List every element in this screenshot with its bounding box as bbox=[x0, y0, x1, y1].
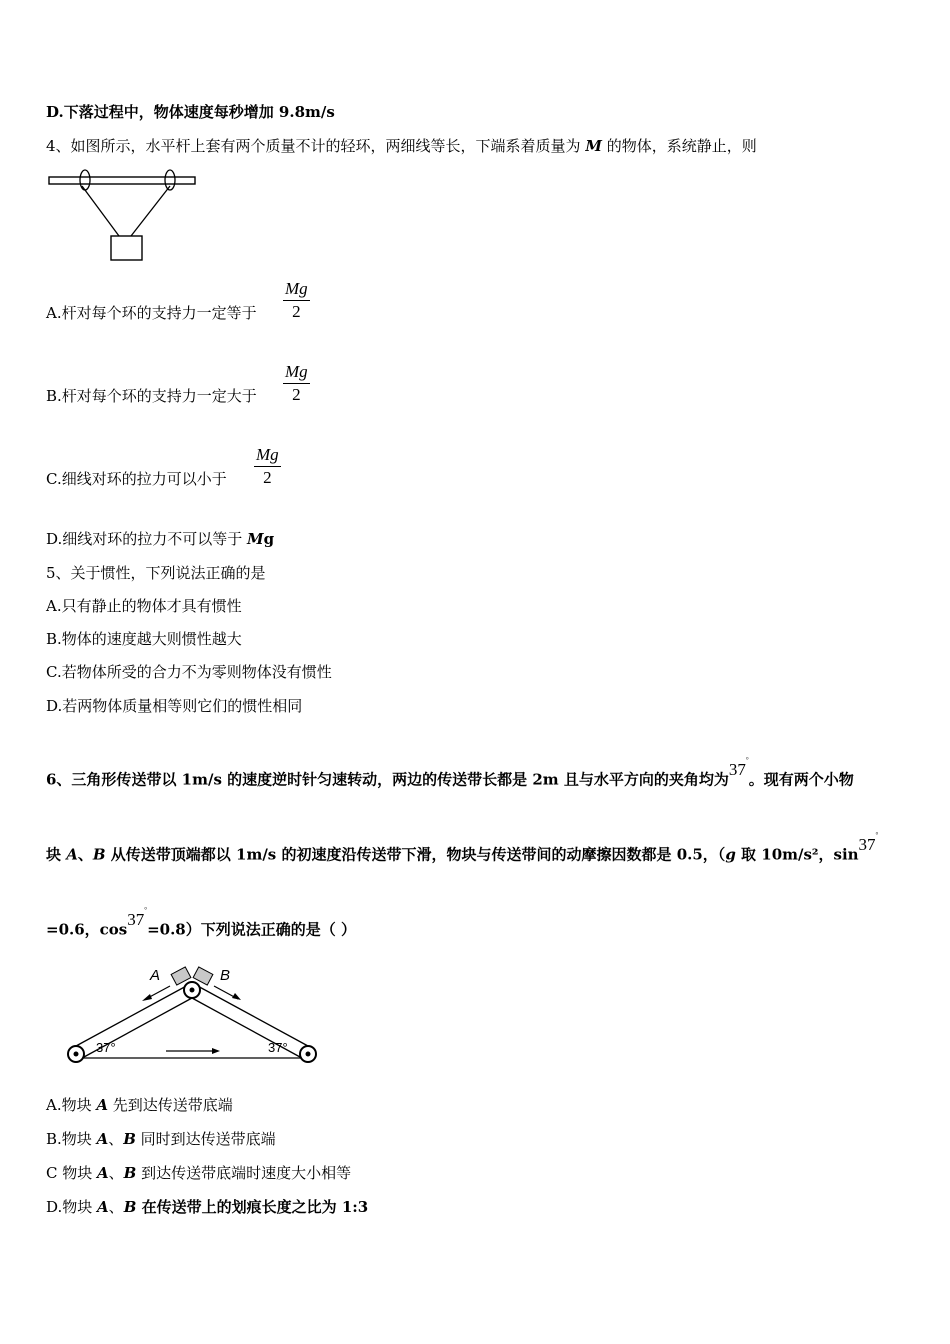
right-belt-upper bbox=[194, 984, 308, 1046]
q6b-sep: 、 bbox=[108, 1130, 124, 1148]
fraction-denominator: 2 bbox=[292, 302, 301, 321]
q6-line2-g: g bbox=[725, 845, 736, 864]
q6d-a: A bbox=[97, 1198, 109, 1216]
q6c-pre: C 物块 bbox=[46, 1164, 98, 1182]
q6-line3-pre: =0.6，cos bbox=[46, 920, 128, 939]
left-belt-upper bbox=[76, 984, 190, 1046]
q6-stem-line2 bbox=[46, 831, 879, 865]
q4-option-b: B.杆对每个环的支持力一定大于 bbox=[46, 387, 257, 405]
q6-line2-a: A bbox=[66, 845, 78, 864]
q6-line1-end: 。现有两个小物 bbox=[748, 770, 854, 789]
q6-line1-text: 6、三角形传送带以 1m/s 的速度逆时针匀速转动，两边的传送带长都是 2m 且与水平方向的夹角均为 bbox=[46, 770, 729, 789]
angle-value: 37 bbox=[858, 834, 876, 854]
q6d-b: B bbox=[123, 1198, 137, 1216]
q4-stem bbox=[46, 136, 757, 156]
fraction-numerator: Mg bbox=[283, 278, 310, 301]
arrow-b-head bbox=[232, 993, 241, 1000]
q4-figure bbox=[46, 170, 198, 264]
q4-option-d-g: g bbox=[263, 530, 275, 548]
q6-line2-post: 取 10m/s²，sin bbox=[735, 845, 859, 864]
fraction-denominator: 2 bbox=[292, 385, 301, 404]
right-angle-label: 37° bbox=[268, 1040, 288, 1055]
q4-option-c-fraction bbox=[254, 444, 281, 489]
q4-option-d-pre: D.细线对环的拉力不可以等于 bbox=[46, 530, 248, 548]
q6b-pre: B.物块 bbox=[46, 1130, 97, 1148]
fraction-numerator: Mg bbox=[283, 361, 310, 384]
q6b-b: B bbox=[123, 1130, 136, 1148]
q6-angle-3 bbox=[127, 906, 148, 929]
horizontal-rod bbox=[49, 177, 195, 184]
q6-stem-line3 bbox=[46, 906, 356, 940]
fraction-numerator: Mg bbox=[254, 444, 281, 467]
q4-option-a: A.杆对每个环的支持力一定等于 bbox=[46, 304, 257, 322]
q6c-post: 到达传送带底端时速度大小相等 bbox=[136, 1164, 352, 1182]
angle-mark: ° bbox=[745, 756, 749, 764]
bottom-arrow-head bbox=[212, 1048, 220, 1054]
top-pulley-hub bbox=[190, 988, 195, 993]
label-b: B bbox=[220, 967, 231, 984]
q5-option-c: C.若物体所受的合力不为零则物体没有惯性 bbox=[46, 663, 332, 681]
q6-angle-1 bbox=[728, 756, 749, 779]
q4-option-d-mass: M bbox=[247, 530, 264, 548]
q6-option-a bbox=[46, 1095, 233, 1115]
q3-option-d: D.下落过程中，物体速度每秒增加 9.8m/s bbox=[46, 103, 335, 121]
q6a-pre: A.物块 bbox=[46, 1096, 97, 1114]
left-angle-label: 37° bbox=[96, 1040, 116, 1055]
q6c-sep: 、 bbox=[108, 1164, 124, 1182]
q6-line2-pre: 块 bbox=[46, 845, 67, 864]
q6d-sep: 、 bbox=[108, 1198, 124, 1216]
q6-line2-sep: 、 bbox=[77, 845, 93, 864]
q4-stem-pre: 4、如图所示，水平杆上套有两个质量不计的轻环，两细线等长，下端系着质量为 bbox=[46, 137, 586, 155]
q4-option-a-fraction bbox=[283, 278, 310, 323]
q6a-a: A bbox=[96, 1096, 109, 1114]
q6b-post: 同时到达传送带底端 bbox=[135, 1130, 276, 1148]
fraction-denominator: 2 bbox=[263, 468, 272, 487]
q5-option-a: A.只有静止的物体才具有惯性 bbox=[46, 597, 242, 615]
right-pulley-hub bbox=[306, 1052, 311, 1057]
hanging-block bbox=[111, 236, 142, 260]
q6-stem-line1 bbox=[46, 756, 854, 790]
q6-option-b bbox=[46, 1129, 276, 1149]
q5-stem: 5、关于惯性，下列说法正确的是 bbox=[46, 564, 266, 582]
right-string bbox=[131, 186, 170, 236]
q6-angle-2 bbox=[858, 831, 879, 854]
q6-line2-mid: 从传送带顶端都以 1m/s 的初速度沿传送带下滑，物块与传送带间的动摩擦因数都是 0.5，（ bbox=[105, 845, 726, 864]
q6a-post: 先到达传送带底端 bbox=[108, 1096, 233, 1114]
q6-line3-post: =0.8）下列说法正确的是（ ） bbox=[147, 920, 356, 939]
q6c-a: A bbox=[97, 1164, 109, 1182]
q6-line2-b: B bbox=[92, 845, 106, 864]
q4-option-c: C.细线对环的拉力可以小于 bbox=[46, 470, 227, 488]
label-a: A bbox=[150, 967, 161, 984]
q4-option-d bbox=[46, 529, 274, 549]
q6-figure bbox=[64, 962, 326, 1070]
angle-mark: ° bbox=[875, 831, 879, 839]
left-pulley-hub bbox=[74, 1052, 79, 1057]
q4-stem-post: 的物体，系统静止，则 bbox=[601, 137, 757, 155]
q6-option-d bbox=[46, 1197, 368, 1217]
arrow-a-head bbox=[142, 994, 152, 1001]
q6c-b: B bbox=[123, 1164, 137, 1182]
angle-value: 37 bbox=[127, 909, 145, 929]
q6b-a: A bbox=[96, 1130, 109, 1148]
left-string bbox=[82, 186, 119, 236]
q4-stem-mass: M bbox=[585, 137, 602, 155]
q6d-post: 在传送带上的划痕长度之比为 1:3 bbox=[136, 1198, 369, 1216]
q5-option-b: B.物体的速度越大则惯性越大 bbox=[46, 630, 242, 648]
angle-mark: ° bbox=[144, 906, 148, 914]
angle-value: 37 bbox=[728, 759, 746, 779]
q5-option-d: D.若两物体质量相等则它们的惯性相同 bbox=[46, 697, 303, 715]
q6-option-c bbox=[46, 1163, 351, 1183]
q4-option-b-fraction bbox=[283, 361, 310, 406]
q6d-pre: D.物块 bbox=[46, 1198, 98, 1216]
